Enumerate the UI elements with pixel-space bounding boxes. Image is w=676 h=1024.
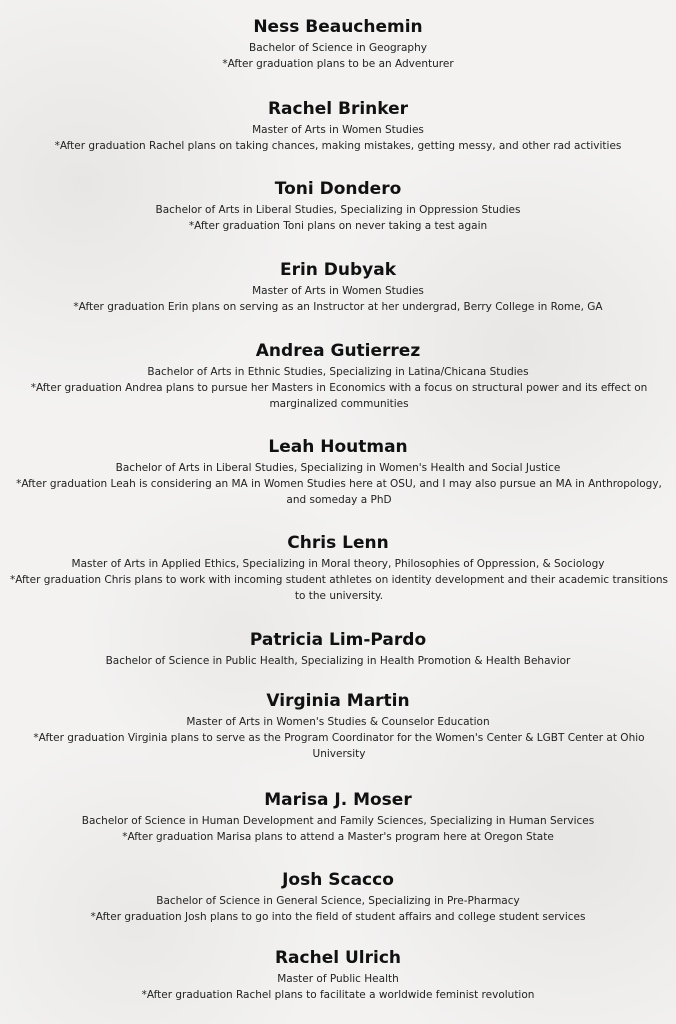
- graduate-entry: [0, 532, 676, 604]
- graduate-entry: [0, 869, 676, 925]
- graduate-entry: [0, 340, 676, 412]
- graduate-entry: [0, 259, 676, 315]
- graduate-name: Erin Dubyak: [279, 260, 397, 280]
- graduate-plans: *After graduation Marisa plans to attend a Master's program here at Oregon State: [122, 831, 554, 843]
- graduate-degree: Master of Arts in Women Studies: [252, 285, 424, 297]
- graduate-plans: *After graduation Leah is considering an MA in Women Studies here at OSU, and I may also pursue an MA in Anthropology, and someday a PhD: [16, 478, 662, 506]
- graduate-name: Andrea Gutierrez: [255, 341, 421, 361]
- graduate-entry: [0, 98, 676, 154]
- graduate-name: Marisa J. Moser: [264, 790, 412, 810]
- graduate-entry: [0, 16, 676, 72]
- graduate-plans: *After graduation Toni plans on never taking a test again: [188, 220, 488, 232]
- graduate-entry: [0, 629, 676, 669]
- graduate-name: Toni Dondero: [274, 179, 402, 199]
- graduate-entry: [0, 947, 676, 1003]
- graduate-degree: Bachelor of Science in General Science, Specializing in Pre-Pharmacy: [156, 895, 520, 907]
- graduate-degree: Bachelor of Science in Human Development and Family Sciences, Specializing in Human Services: [81, 815, 595, 827]
- graduate-name: Patricia Lim-Pardo: [249, 630, 427, 650]
- graduate-degree: Bachelor of Arts in Ethnic Studies, Specializing in Latina/Chicana Studies: [147, 366, 529, 378]
- graduate-name: Josh Scacco: [282, 870, 394, 890]
- graduate-plans: *After graduation Andrea plans to pursue her Masters in Economics with a focus on structural power and its effect on marginalized communities: [30, 382, 648, 410]
- graduate-plans: *After graduation Virginia plans to serve as the Program Coordinator for the Women's Center & LGBT Center at Ohio University: [33, 732, 645, 760]
- graduate-entry: [0, 178, 676, 234]
- graduate-plans: *After graduation Rachel plans to facilitate a worldwide feminist revolution: [141, 989, 535, 1001]
- graduate-degree: Master of Public Health: [277, 973, 399, 985]
- graduate-degree: Master of Arts in Applied Ethics, Specializing in Moral theory, Philosophies of Oppression, & Sociology: [71, 558, 605, 570]
- graduate-plans: *After graduation Chris plans to work with incoming student athletes on identity development and their academic transitions to the university.: [9, 574, 669, 602]
- graduate-name: Rachel Brinker: [267, 99, 409, 119]
- graduate-degree: Bachelor of Science in Geography: [249, 42, 427, 54]
- graduate-degree: Bachelor of Science in Public Health, Specializing in Health Promotion & Health Behavior: [105, 655, 571, 667]
- graduate-plans: *After graduation Erin plans on serving as an Instructor at her undergrad, Berry College in Rome, GA: [73, 301, 603, 313]
- graduate-entry: [0, 690, 676, 762]
- graduate-degree: Bachelor of Arts in Liberal Studies, Specializing in Oppression Studies: [155, 204, 521, 216]
- graduate-name: Chris Lenn: [287, 533, 389, 553]
- graduate-degree: Bachelor of Arts in Liberal Studies, Specializing in Women's Health and Social Justice: [115, 462, 561, 474]
- graduate-name: Rachel Ulrich: [274, 948, 402, 968]
- graduate-name: Virginia Martin: [266, 691, 410, 711]
- graduate-plans: *After graduation plans to be an Adventurer: [222, 58, 454, 70]
- graduate-degree: Master of Arts in Women's Studies & Counselor Education: [186, 716, 490, 728]
- graduate-degree: Master of Arts in Women Studies: [252, 124, 424, 136]
- graduate-name: Ness Beauchemin: [253, 17, 423, 37]
- graduate-plans: *After graduation Josh plans to go into the field of student affairs and college student services: [90, 911, 586, 923]
- graduate-entry: [0, 789, 676, 845]
- graduate-name: Leah Houtman: [268, 437, 408, 457]
- graduate-plans: *After graduation Rachel plans on taking chances, making mistakes, getting messy, and other rad activities: [54, 140, 622, 152]
- graduate-entry: [0, 436, 676, 508]
